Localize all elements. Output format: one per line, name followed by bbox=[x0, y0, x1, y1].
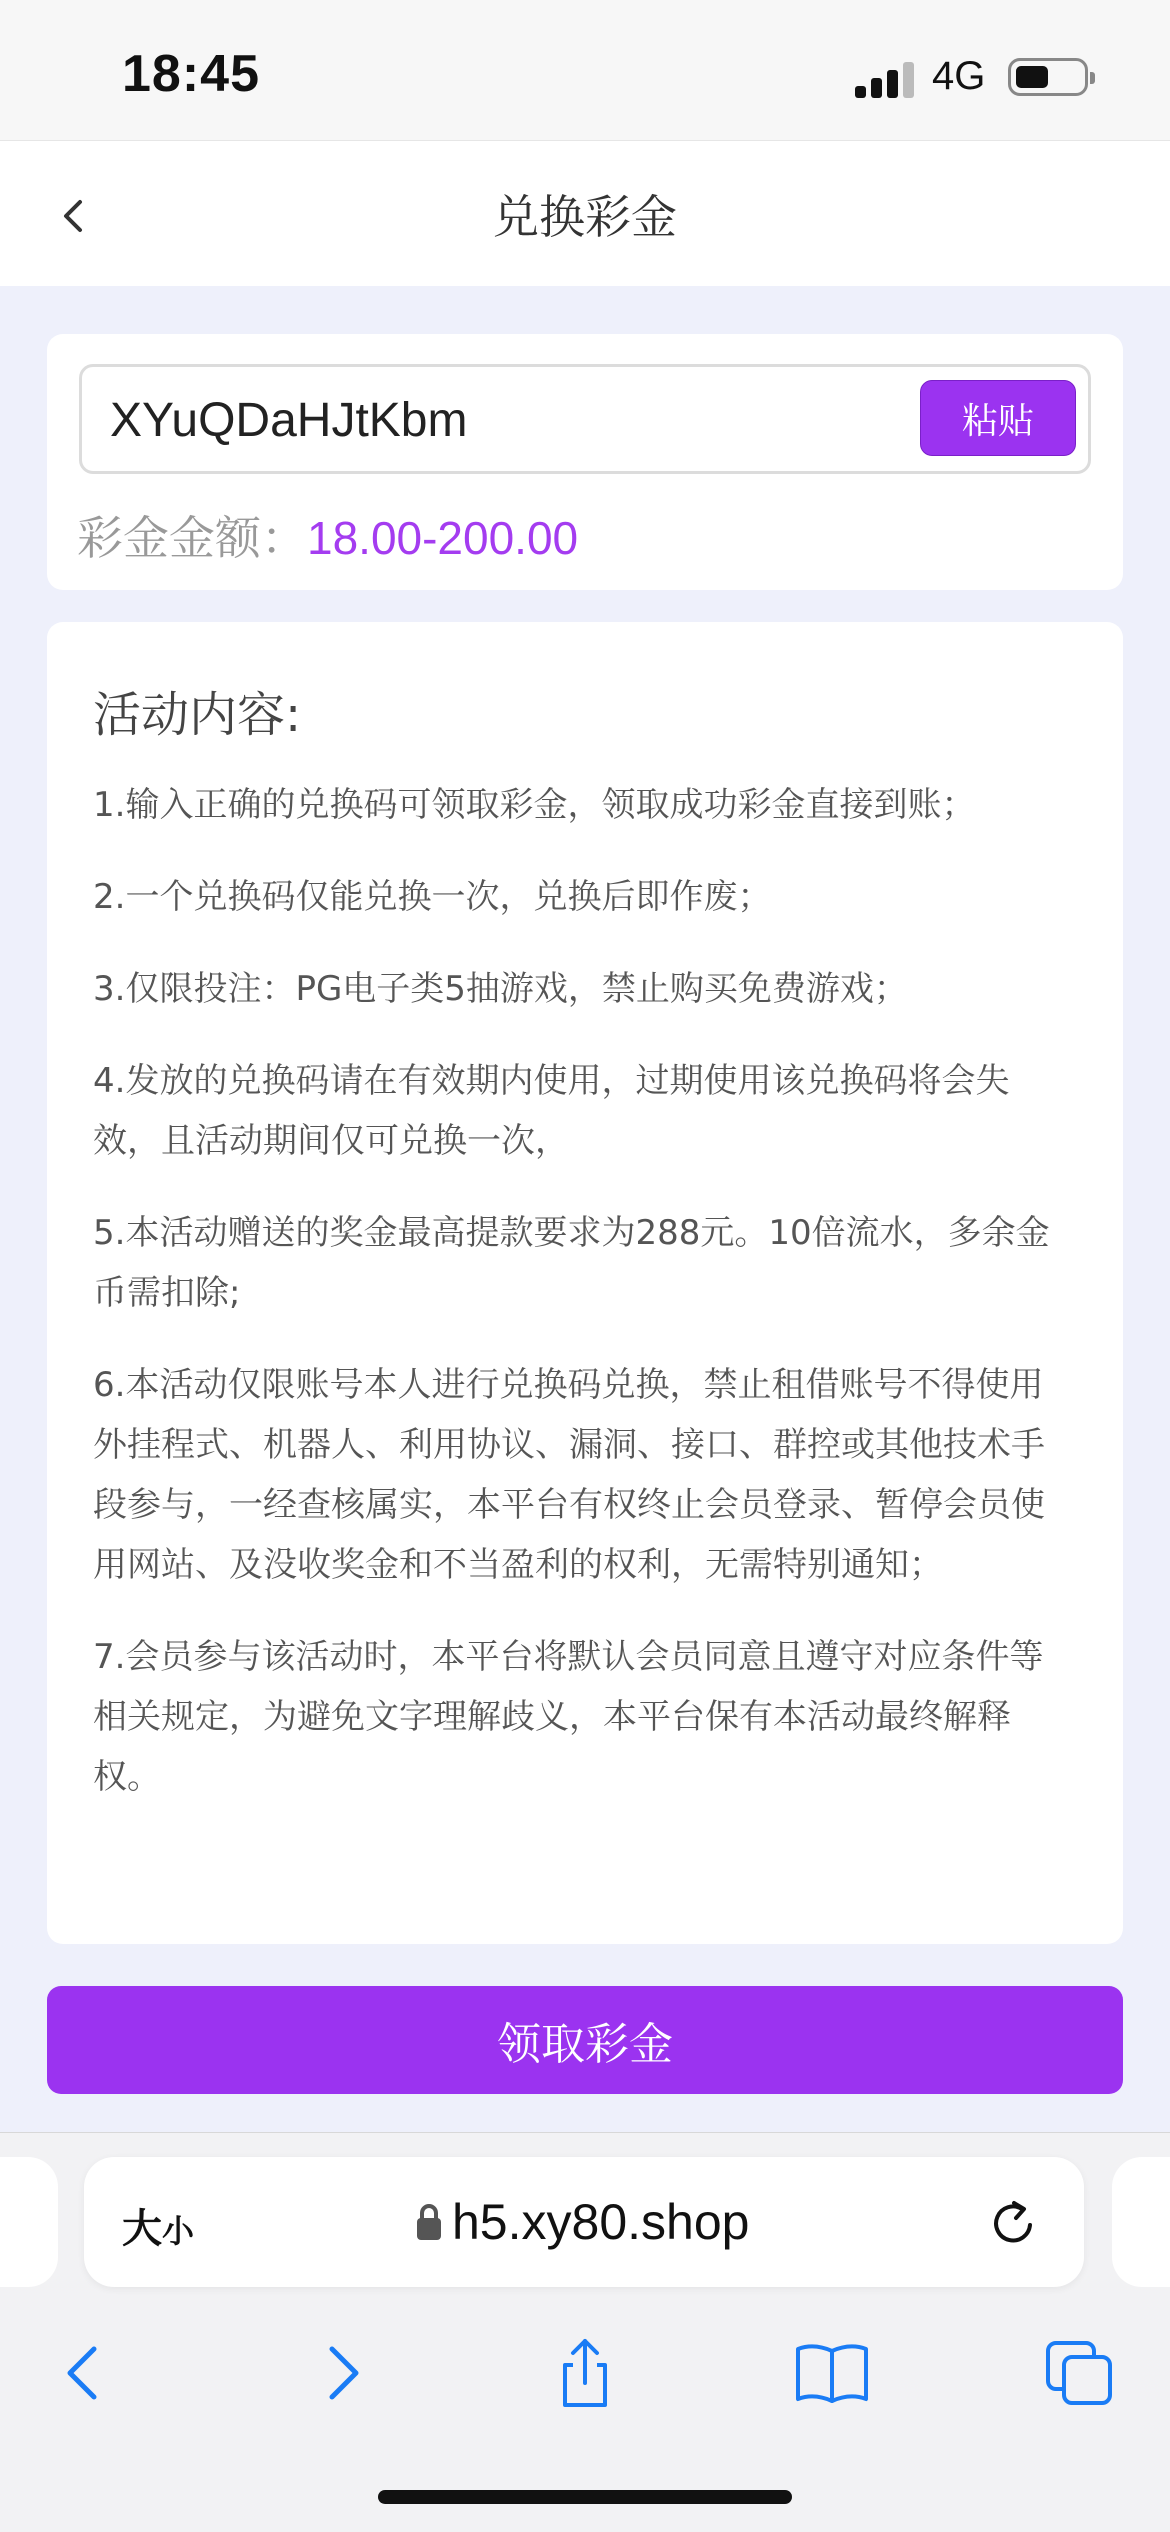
redeem-card bbox=[47, 334, 1123, 590]
battery-icon bbox=[1008, 58, 1088, 96]
cellular-signal-icon bbox=[855, 60, 915, 98]
home-indicator[interactable] bbox=[378, 2490, 792, 2504]
status-bar bbox=[0, 0, 1170, 140]
url-text: h5.xy80.shop bbox=[452, 2194, 750, 2250]
rule-item: 7.会员参与该活动时，本平台将默认会员同意且遵守对应条件等相关规定，为避免文字理解歧义，本平台保有本活动最终解释权。 bbox=[93, 1637, 1044, 1797]
lock-icon bbox=[414, 2202, 444, 2242]
text-size-big: 大 bbox=[122, 2206, 162, 2252]
rule-item: 2.一个兑换码仅能兑换一次，兑换后即作废； bbox=[93, 877, 772, 917]
claim-bonus-button[interactable]: 领取彩金 bbox=[47, 1986, 1123, 2094]
back-arrow-icon[interactable] bbox=[46, 2333, 126, 2413]
code-input-container bbox=[79, 364, 1091, 474]
page-header bbox=[0, 140, 1170, 286]
address-bar[interactable] bbox=[84, 2157, 1084, 2287]
rule-item: 5.本活动赠送的奖金最高提款要求为288元。10倍流水，多余金币需扣除; bbox=[93, 1213, 1050, 1313]
amount-row bbox=[77, 502, 578, 568]
reload-icon[interactable] bbox=[984, 2193, 1044, 2253]
rules-title: 活动内容: bbox=[93, 687, 302, 743]
page-title: 兑换彩金 bbox=[493, 190, 677, 244]
paste-button[interactable]: 粘贴 bbox=[920, 380, 1076, 456]
main-content bbox=[0, 286, 1170, 2132]
previous-tab-peek[interactable] bbox=[0, 2157, 58, 2287]
network-type: 4G bbox=[932, 54, 986, 98]
url-display[interactable] bbox=[414, 2193, 749, 2251]
amount-range: 18.00-200.00 bbox=[307, 512, 579, 564]
amount-label: 彩金金额： bbox=[77, 511, 307, 565]
redeem-code-input[interactable] bbox=[110, 389, 890, 451]
next-tab-peek[interactable] bbox=[1112, 2157, 1170, 2287]
browser-toolbar bbox=[0, 2313, 1170, 2433]
rule-item: 6.本活动仅限账号本人进行兑换码兑换，禁止租借账号不得使用外挂程式、机器人、利用协议、漏洞、接口、群控或其他技术手段参与，一经查核属实，本平台有权终止会员登录、暂停会员使用网站、及没收奖金和不当盈利的权利，无需特别通知； bbox=[93, 1365, 1045, 1585]
browser-bottom-bar bbox=[0, 2132, 1170, 2532]
rules-card bbox=[47, 622, 1123, 1944]
text-size-small: 小 bbox=[162, 2212, 195, 2250]
rule-item: 1.输入正确的兑换码可领取彩金，领取成功彩金直接到账； bbox=[93, 785, 976, 825]
share-icon[interactable] bbox=[545, 2333, 625, 2413]
status-time: 18:45 bbox=[122, 45, 260, 103]
text-size-button[interactable] bbox=[122, 2197, 194, 2254]
bookmarks-icon[interactable] bbox=[792, 2333, 872, 2413]
rule-item: 3.仅限投注：PG电子类5抽游戏，禁止购买免费游戏； bbox=[93, 969, 908, 1009]
forward-arrow-icon[interactable] bbox=[300, 2333, 380, 2413]
tabs-icon[interactable] bbox=[1040, 2333, 1120, 2413]
rule-item: 4.发放的兑换码请在有效期内使用，过期使用该兑换码将会失效，且活动期间仅可兑换一次， bbox=[93, 1061, 1010, 1161]
